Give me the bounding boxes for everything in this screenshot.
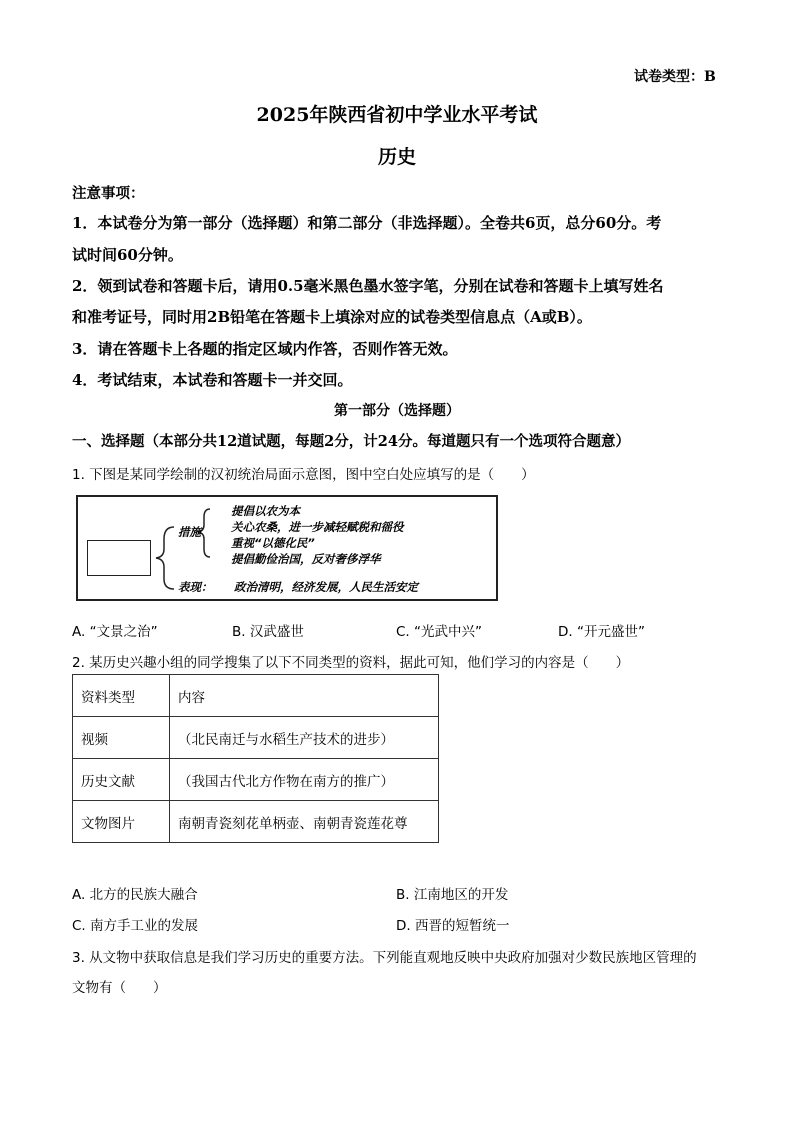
table-cell: （北民南迁与水稻生产技术的进步） [170,717,439,759]
q2-source-table [72,674,439,843]
q2-option-b[interactable]: B. 江南地区的开发 [396,887,509,903]
note-item: 2．领到试卷和答题卡后，请用0.5毫米黑色墨水签字笔，分别在试卷和答题卡上填写姓名 [72,277,664,295]
table-cell: （我国古代北方作物在南方的推广） [170,759,439,801]
result-text: 政治清明，经济发展，人民生活安定 [234,580,418,594]
q1-option-a[interactable]: A. “文景之治” [72,624,158,640]
note-item: 试时间60分钟。 [72,246,183,264]
q1-option-d[interactable]: D. “开元盛世” [558,624,645,640]
note-item: 1．本试卷分为第一部分（选择题）和第二部分（非选择题）。全卷共6页，总分60分。考 [72,214,662,232]
table-header-cell: 资料类型 [73,675,170,717]
part1-title: 第一部分（选择题） [334,403,460,419]
paper-type-label: 试卷类型：B [634,69,716,85]
q1-option-c[interactable]: C. “光武中兴” [396,624,482,640]
table-row [73,717,439,759]
q1-diagram [76,495,498,601]
table-row [73,801,439,843]
q2-option-a[interactable]: A. 北方的民族大融合 [72,887,198,903]
q2-option-c[interactable]: C. 南方手工业的发展 [72,918,199,934]
q3-stem-line1: 3. 从文物中获取信息是我们学习历史的重要方法。下列能直观地反映中央政府加强对少数民族地区管理的 [72,950,697,966]
section-heading: 一、选择题（本部分共12道试题，每题2分，计24分。每道题只有一个选项符合题意） [72,433,630,450]
measure-item: 重视“以德化民” [231,536,315,550]
result-label: 表现： [178,580,213,594]
subject-title: 历史 [377,146,416,168]
measure-item: 提倡以农为本 [231,504,300,518]
outer-brace [156,527,174,589]
table-header-row [73,675,439,717]
table-cell: 文物图片 [73,801,170,843]
table-cell: 视频 [73,717,170,759]
table-cell: 南朝青瓷刻花单柄壶、南朝青瓷莲花尊 [170,801,439,843]
table-header-cell: 内容 [170,675,439,717]
table-cell: 历史文献 [73,759,170,801]
notes-heading: 注意事项： [72,185,145,202]
q1-option-b[interactable]: B. 汉武盛世 [232,624,304,640]
measures-label: 措施 [178,525,201,539]
note-item: 3．请在答题卡上各题的指定区域内作答，否则作答无效。 [72,340,458,358]
measure-item: 关心农桑，进一步减轻赋税和徭役 [231,520,404,534]
q2-stem: 2. 某历史兴趣小组的同学搜集了以下不同类型的资料，据此可知，他们学习的内容是（ ） [72,655,630,671]
measure-item: 提倡勤俭治国，反对奢侈浮华 [231,552,381,566]
q3-stem-line2: 文物有（ ） [72,980,167,996]
exam-title: 2025年陕西省初中学业水平考试 [256,104,538,126]
note-item: 和准考证号，同时用2B铅笔在答题卡上填涂对应的试卷类型信息点（A或B）。 [72,308,592,326]
table-row [73,759,439,801]
note-item: 4．考试结束，本试卷和答题卡一并交回。 [72,371,353,389]
q2-option-d[interactable]: D. 西晋的短暂统一 [396,918,510,934]
q1-stem: 1. 下图是某同学绘制的汉初统治局面示意图，图中空白处应填写的是（ ） [72,467,535,483]
